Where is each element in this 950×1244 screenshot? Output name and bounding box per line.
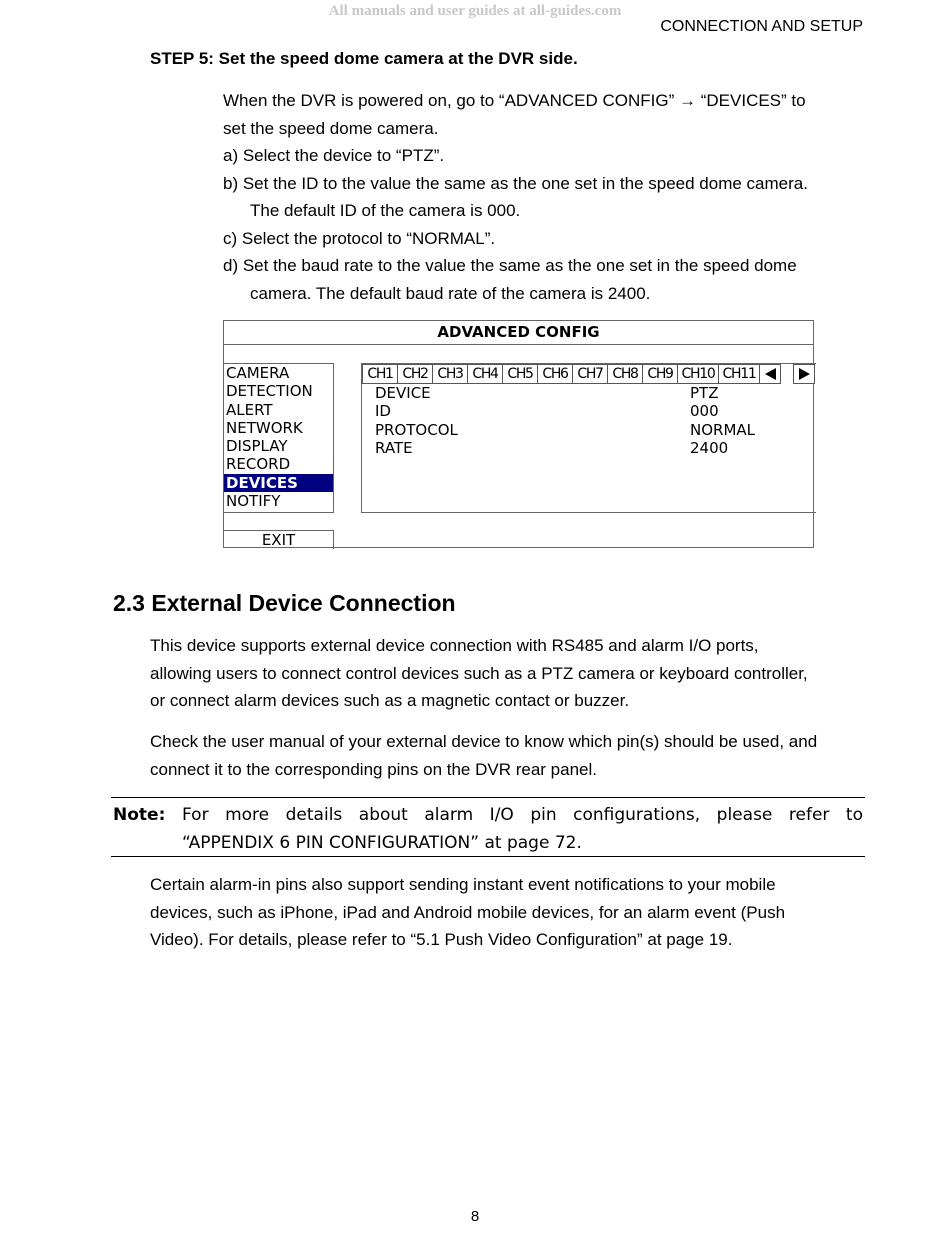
setting-rate[interactable] — [375, 439, 805, 457]
paragraph-line: devices, such as iPhone, iPad and Android mobile devices, for an alarm event (Push — [150, 902, 786, 922]
paragraph-2 — [150, 728, 865, 783]
tab-ch4[interactable]: CH4 — [467, 364, 503, 384]
paragraph-line: This device supports external device connection with RS485 and alarm I/O ports, — [150, 636, 759, 655]
note-label: Note: — [113, 805, 166, 825]
tab-ch6[interactable]: CH6 — [537, 364, 573, 384]
note-top-rule — [111, 797, 865, 798]
step-item-d-cont: camera. The default baud rate of the camera is 2400. — [250, 283, 651, 303]
paragraph-line: or connect alarm devices such as a magnetic contact or buzzer. — [150, 691, 630, 710]
menu-item-devices[interactable]: DEVICES — [224, 474, 333, 492]
step-intro-line: When the DVR is powered on, go to “ADVANCED CONFIG” → “DEVICES” to — [223, 91, 806, 110]
setting-protocol[interactable] — [375, 421, 805, 439]
prev-channel-button[interactable] — [759, 364, 781, 384]
menu-item-network[interactable]: NETWORK — [226, 418, 303, 437]
setting-id[interactable] — [375, 402, 805, 420]
setting-label: RATE — [375, 438, 413, 457]
setting-value[interactable]: PTZ — [690, 384, 719, 402]
paragraph-line: Check the user manual of your external device to know which pin(s) should be used, and — [150, 732, 818, 751]
tab-ch7[interactable]: CH7 — [572, 364, 608, 384]
tab-ch2[interactable]: CH2 — [397, 364, 433, 384]
step-item-b: b) Set the ID to the value the same as the one set in the speed dome camera. — [223, 173, 808, 193]
paragraph-1 — [150, 632, 865, 715]
triangle-left-icon — [765, 368, 776, 380]
config-menu — [224, 363, 334, 513]
tab-ch5[interactable]: CH5 — [502, 364, 538, 384]
tab-ch9[interactable]: CH9 — [642, 364, 678, 384]
page-number: 8 — [470, 1208, 480, 1225]
paragraph-line: Certain alarm-in pins also support sending instant event notifications to your mobile — [150, 875, 776, 894]
note-bottom-rule — [111, 856, 865, 857]
step-item-d: d) Set the baud rate to the value the same as the one set in the speed dome — [223, 256, 797, 275]
note-text — [182, 802, 863, 857]
step-item-a: a) Select the device to “PTZ”. — [223, 146, 445, 165]
watermark: All manuals and user guides at all-guides.com — [328, 3, 622, 19]
tab-ch1[interactable]: CH1 — [362, 364, 398, 384]
menu-item-display[interactable]: DISPLAY — [226, 437, 288, 456]
note-line: For more details about alarm I/O pin configurations, please refer to — [182, 805, 863, 825]
menu-item-record[interactable]: RECORD — [226, 455, 291, 474]
exit-button[interactable]: EXIT — [224, 530, 334, 549]
setting-value[interactable]: 2400 — [690, 438, 729, 457]
step-title: STEP 5: Set the speed dome camera at the DVR side. — [150, 49, 578, 68]
setting-value[interactable]: 000 — [690, 402, 719, 421]
setting-value[interactable]: NORMAL — [690, 420, 756, 439]
step-intro-line: set the speed dome camera. — [223, 118, 439, 138]
paragraph-line: connect it to the corresponding pins on the DVR rear panel. — [150, 759, 597, 779]
panel-title: ADVANCED CONFIG — [224, 321, 813, 345]
next-channel-button[interactable] — [793, 364, 815, 384]
menu-item-camera[interactable]: CAMERA — [226, 364, 290, 382]
step-item-c: c) Select the protocol to “NORMAL”. — [223, 228, 496, 248]
paragraph-line: allowing users to connect control devices such as a PTZ camera or keyboard controller, — [150, 663, 808, 683]
menu-item-notify[interactable]: NOTIFY — [226, 492, 281, 511]
step-item-b-cont: The default ID of the camera is 000. — [250, 201, 521, 220]
section-title: 2.3 External Device Connection — [113, 590, 456, 616]
step-intro — [223, 87, 863, 307]
paragraph-line: Video). For details, please refer to “5.1 Push Video Configuration” at page 19. — [150, 930, 733, 949]
channel-tabs — [362, 364, 816, 384]
setting-device[interactable] — [375, 384, 805, 402]
tab-ch10[interactable]: CH10 — [677, 364, 719, 384]
menu-item-detection[interactable]: DETECTION — [226, 382, 313, 401]
triangle-right-icon — [799, 368, 810, 380]
paragraph-3 — [150, 871, 865, 954]
tab-ch11[interactable]: CH11 — [718, 364, 760, 384]
setting-label: PROTOCOL — [375, 420, 458, 439]
setting-label: DEVICE — [375, 384, 431, 402]
devices-content — [361, 363, 816, 513]
running-header: CONNECTION AND SETUP — [660, 18, 863, 35]
menu-item-alert[interactable]: ALERT — [226, 400, 273, 419]
note-line: “APPENDIX 6 PIN CONFIGURATION” at page 72. — [182, 832, 582, 853]
tab-ch8[interactable]: CH8 — [607, 364, 643, 384]
advanced-config-panel — [223, 320, 814, 548]
setting-label: ID — [375, 402, 391, 421]
tab-ch3[interactable]: CH3 — [432, 364, 468, 384]
